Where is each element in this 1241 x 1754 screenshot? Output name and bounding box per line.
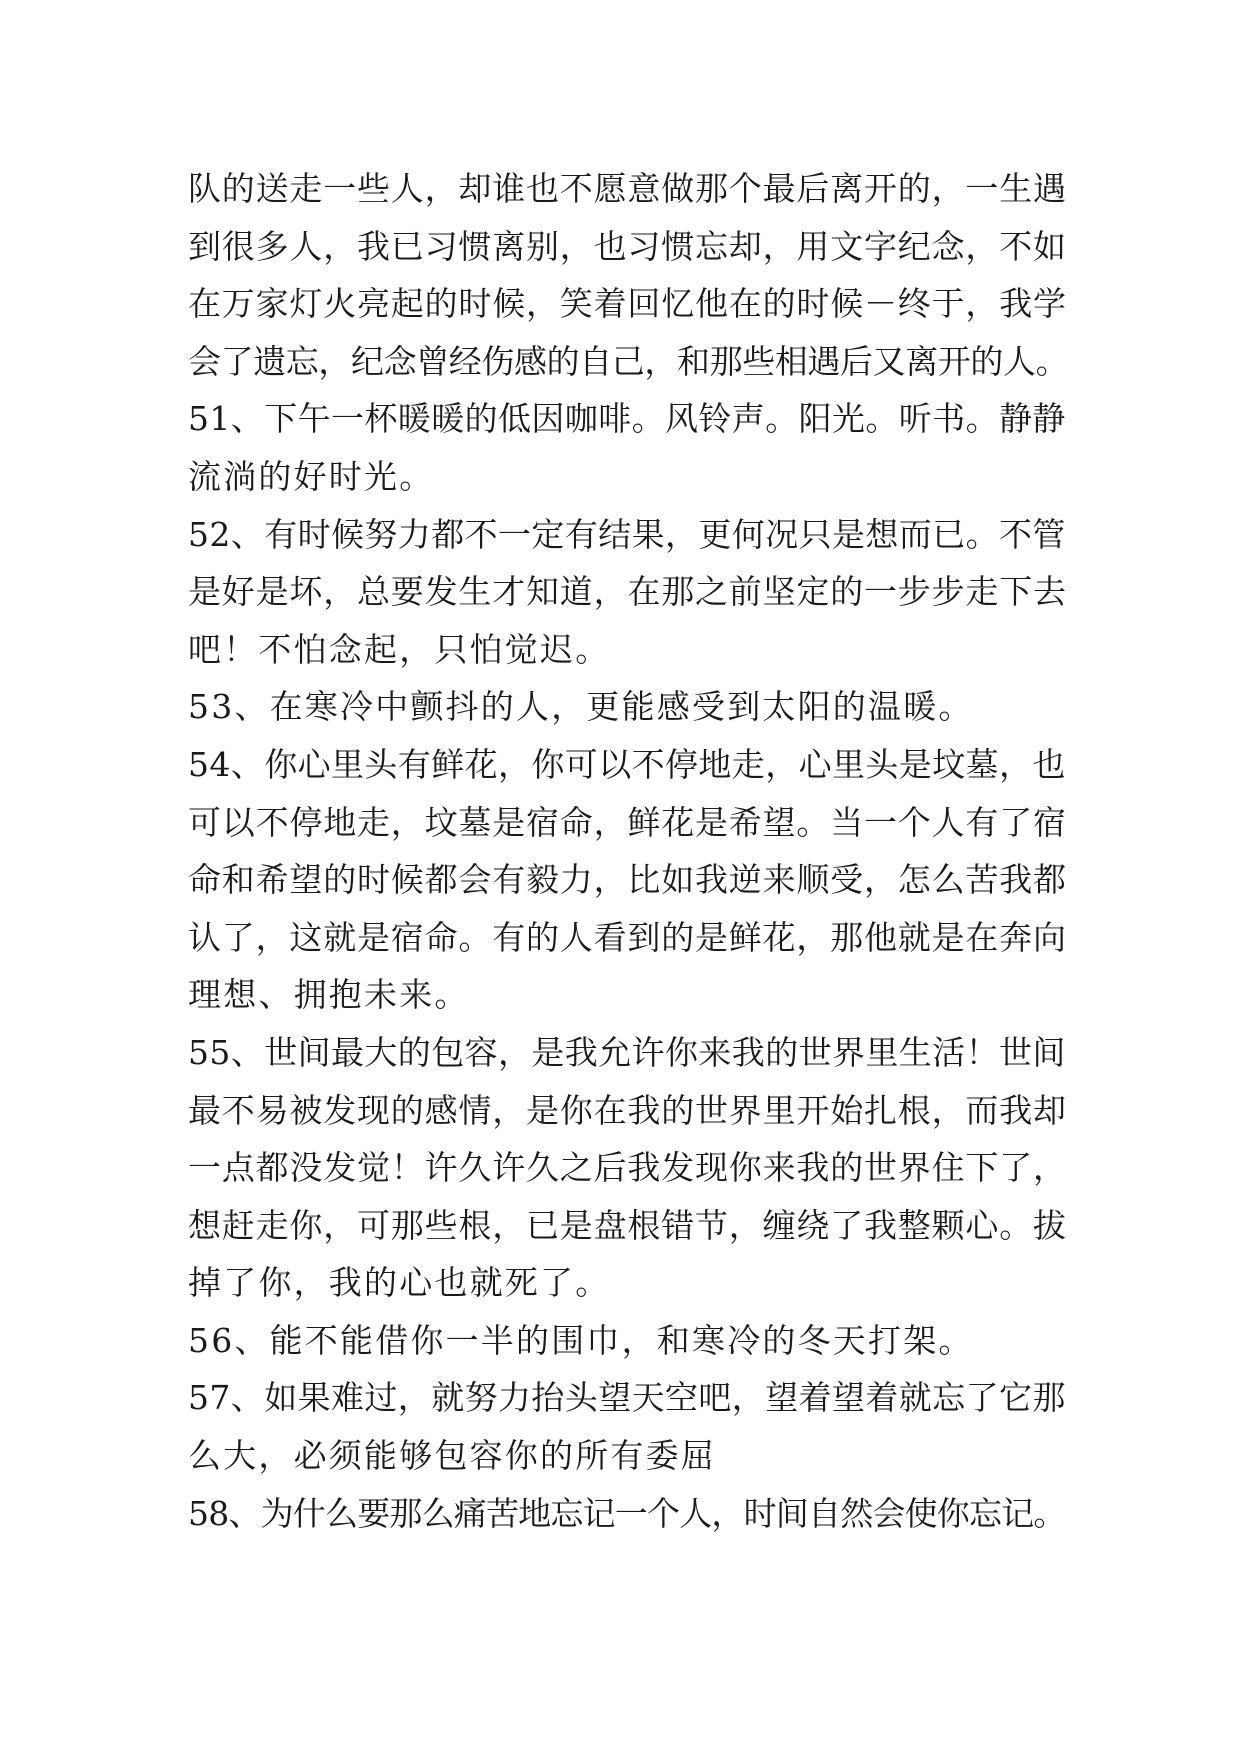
- text-line: 掉了你，我的心也就死了。: [188, 1263, 611, 1303]
- text-line: 吧！不怕念起，只怕觉迟。: [188, 629, 611, 669]
- text-line: 命和希望的时候都会有毅力，比如我逆来顺受，怎么苦我都: [188, 860, 1067, 900]
- text-line: 会了遗忘，纪念曾经伤感的自己，和那些相遇后又离开的人。: [188, 341, 1069, 381]
- document-body: [188, 160, 1068, 1542]
- text-line: 队的送走一些人，却谁也不愿意做那个最后离开的，一生遇: [188, 169, 1067, 208]
- text-line: 理想、拥抱未来。: [188, 975, 470, 1015]
- text-line: 最不易被发现的感情，是你在我的世界里开始扎根，而我却: [188, 1090, 1067, 1130]
- text-line: 到很多人，我已习惯离别，也习惯忘却，用文字纪念，不如: [188, 226, 1067, 266]
- text-line: 51、下午一杯暖暖的低因咖啡。风铃声。阳光。听书。静静: [188, 399, 1066, 439]
- text-line: 56、能不能借你一半的围巾，和寒冷的冬天打架。: [188, 1320, 974, 1360]
- text-line: 流淌的好时光。: [188, 456, 435, 496]
- text-line: 在万家灯火亮起的时候，笑着回忆他在的时候－终于，我学: [188, 284, 1067, 324]
- text-line: 54、你心里头有鲜花，你可以不停地走，心里头是坟墓，也: [188, 744, 1066, 784]
- text-line: 58、为什么要那么痛苦地忘记一个人，时间自然会使你忘记。: [188, 1493, 1066, 1533]
- text-line: 53、在寒冷中颤抖的人，更能感受到太阳的温暖。: [188, 687, 974, 727]
- text-line: 么大，必须能够包容你的所有委屈: [188, 1436, 716, 1476]
- text-line: 是好是坏，总要发生才知道，在那之前坚定的一步步走下去: [188, 572, 1067, 612]
- text-line: 认了，这就是宿命。有的人看到的是鲜花，那他就是在奔向: [188, 917, 1067, 957]
- text-line: 想赶走你，可那些根，已是盘根错节，缠绕了我整颗心。拔: [188, 1205, 1067, 1245]
- text-line: 52、有时候努力都不一定有结果，更何况只是想而已。不管: [188, 514, 1066, 554]
- text-line: 55、世间最大的包容，是我允许你来我的世界里生活！世间: [188, 1032, 1066, 1072]
- text-line: 57、如果难过，就努力抬头望天空吧，望着望着就忘了它那: [188, 1378, 1066, 1418]
- text-line: 一点都没发觉！许久许久之后我发现你来我的世界住下了，: [188, 1148, 1067, 1188]
- text-line: 可以不停地走，坟墓是宿命，鲜花是希望。当一个人有了宿: [188, 802, 1067, 842]
